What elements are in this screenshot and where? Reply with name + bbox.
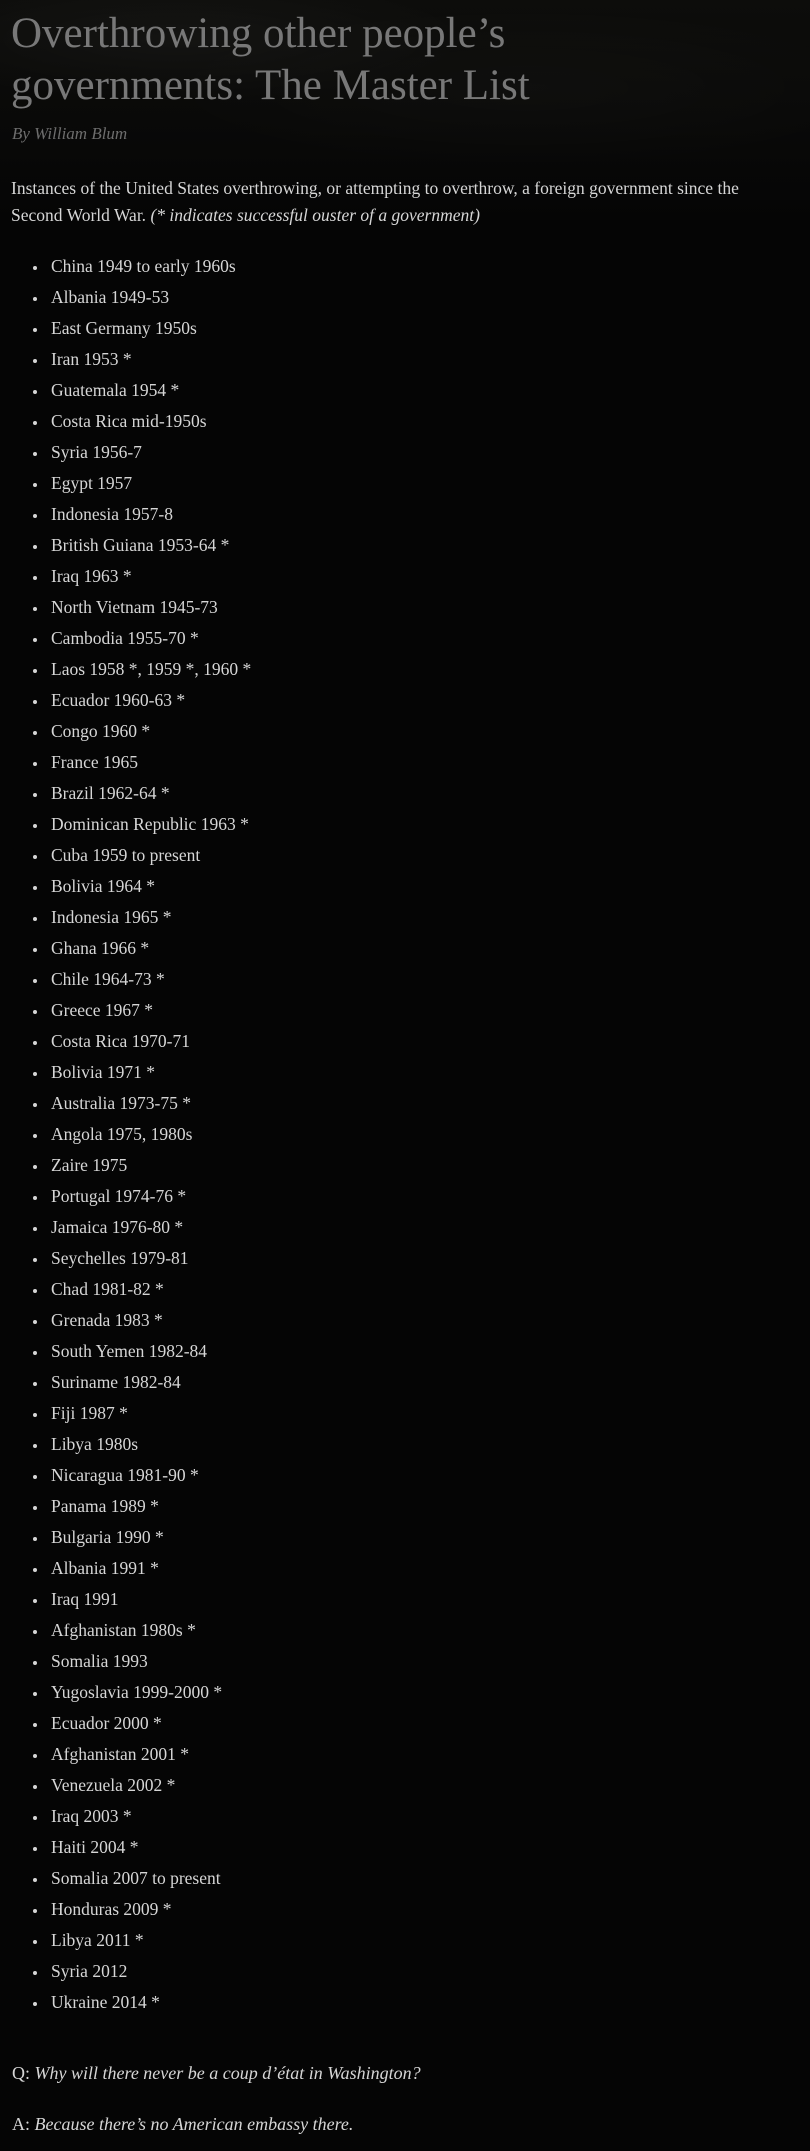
list-item: • Suriname 1982-84 — [48, 1369, 799, 1396]
list-item: • Jamaica 1976-80 * — [48, 1214, 799, 1241]
answer-text: Because there’s no American embassy there. — [34, 2114, 354, 2134]
list-item: • Zaire 1975 — [48, 1152, 799, 1179]
list-item: • Grenada 1983 * — [48, 1307, 799, 1334]
list-item: • Honduras 2009 * — [48, 1896, 799, 1923]
list-item: • Somalia 1993 — [48, 1648, 799, 1675]
list-item: • Costa Rica 1970-71 — [48, 1028, 799, 1055]
list-item: • Venezuela 2002 * — [48, 1772, 799, 1799]
list-item: • Ecuador 1960-63 * — [48, 687, 799, 714]
list-item: • Afghanistan 2001 * — [48, 1741, 799, 1768]
list-item: • Egypt 1957 — [48, 470, 799, 497]
list-item: • Somalia 2007 to present — [48, 1865, 799, 1892]
list-item: • China 1949 to early 1960s — [48, 253, 799, 280]
list-item: • Portugal 1974-76 * — [48, 1183, 799, 1210]
list-item: • France 1965 — [48, 749, 799, 776]
list-item: • North Vietnam 1945-73 — [48, 594, 799, 621]
page-title: Overthrowing other people’s governments: The Master List — [11, 10, 530, 109]
list-item: • Cambodia 1955-70 * — [48, 625, 799, 652]
list-item: • Iran 1953 * — [48, 346, 799, 373]
byline: By William Blum — [12, 124, 128, 143]
list-item: • Australia 1973-75 * — [48, 1090, 799, 1117]
intro-paragraph — [11, 175, 786, 229]
list-item: • Ghana 1966 * — [48, 935, 799, 962]
list-item: • Angola 1975, 1980s — [48, 1121, 799, 1148]
list-item: • Cuba 1959 to present — [48, 842, 799, 869]
list-item: • Libya 1980s — [48, 1431, 799, 1458]
intro-text: Instances of the United States overthrowing, or attempting to overthrow, a foreign government since the Second World War. — [11, 178, 739, 225]
list-item: • Syria 2012 — [48, 1958, 799, 1985]
list-item: • Congo 1960 * — [48, 718, 799, 745]
list-item: • Panama 1989 * — [48, 1493, 799, 1520]
list-item: • East Germany 1950s — [48, 315, 799, 342]
list-item: • Albania 1991 * — [48, 1555, 799, 1582]
list-item: • Afghanistan 1980s * — [48, 1617, 799, 1644]
list-item: • Chile 1964-73 * — [48, 966, 799, 993]
list-item: • Ecuador 2000 * — [48, 1710, 799, 1737]
list-item: • Iraq 2003 * — [48, 1803, 799, 1830]
question-line — [12, 2060, 799, 2087]
list-item: • British Guiana 1953-64 * — [48, 532, 799, 559]
question-prefix: Q: — [12, 2063, 35, 2083]
list-item: • Ukraine 2014 * — [48, 1989, 799, 2016]
list-item: • Yugoslavia 1999-2000 * — [48, 1679, 799, 1706]
list-item: • Seychelles 1979-81 — [48, 1245, 799, 1272]
question-text: Why will there never be a coup d’état in Washington? — [34, 2063, 421, 2083]
list-item: • Guatemala 1954 * — [48, 377, 799, 404]
list-item: • Haiti 2004 * — [48, 1834, 799, 1861]
list-item: • Iraq 1963 * — [48, 563, 799, 590]
list-item: • Syria 1956-7 — [48, 439, 799, 466]
list-item: • Chad 1981-82 * — [48, 1276, 799, 1303]
list-item: • Fiji 1987 * — [48, 1400, 799, 1427]
list-item: • Laos 1958 *, 1959 *, 1960 * — [48, 656, 799, 683]
list-item: • Indonesia 1957-8 — [48, 501, 799, 528]
answer-prefix: A: — [12, 2114, 35, 2134]
list-item: • South Yemen 1982-84 — [48, 1338, 799, 1365]
list-item: • Libya 2011 * — [48, 1927, 799, 1954]
list-item: • Albania 1949-53 — [48, 284, 799, 311]
list-item: • Nicaragua 1981-90 * — [48, 1462, 799, 1489]
list-item: • Brazil 1962-64 * — [48, 780, 799, 807]
answer-line — [12, 2111, 799, 2138]
list-item: • Costa Rica mid-1950s — [48, 408, 799, 435]
list-item: • Bolivia 1971 * — [48, 1059, 799, 1086]
list-item: • Indonesia 1965 * — [48, 904, 799, 931]
article-header — [11, 8, 799, 145]
list-item: • Dominican Republic 1963 * — [48, 811, 799, 838]
list-item: • Greece 1967 * — [48, 997, 799, 1024]
intro-note: (* indicates successful ouster of a government) — [150, 205, 480, 225]
list-item: • Bolivia 1964 * — [48, 873, 799, 900]
article — [11, 8, 799, 2138]
interventions-list — [11, 253, 799, 2016]
list-item: • Iraq 1991 — [48, 1586, 799, 1613]
list-item: • Bulgaria 1990 * — [48, 1524, 799, 1551]
